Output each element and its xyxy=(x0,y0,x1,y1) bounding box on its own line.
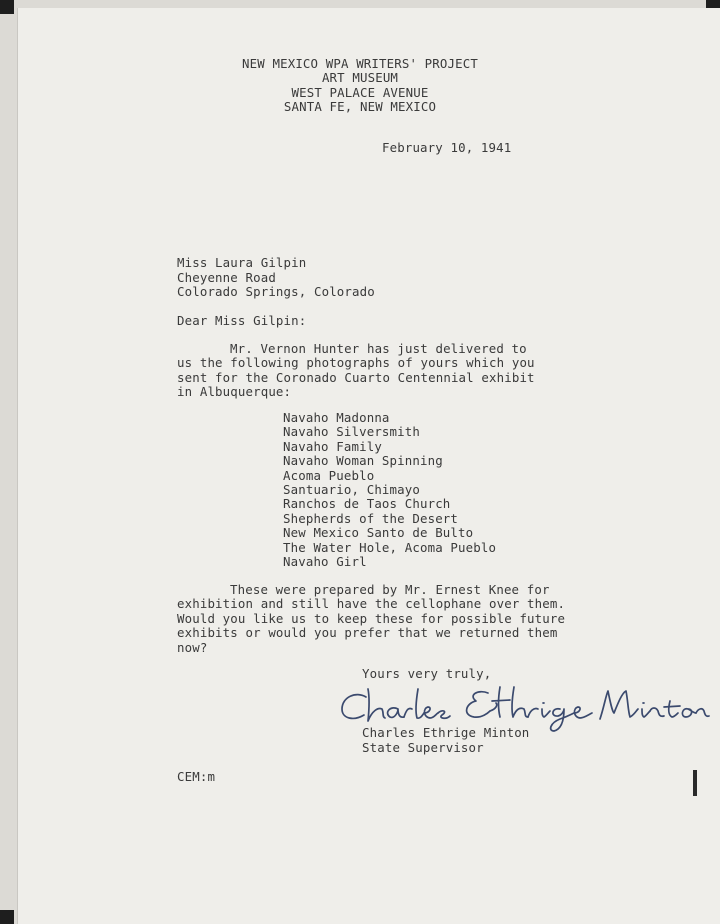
recipient-city: Colorado Springs, Colorado xyxy=(177,284,375,299)
body-2-line-2: exhibition and still have the cellophane over them. xyxy=(177,596,566,611)
scan-corner-top-left xyxy=(0,0,14,14)
signer-title: State Supervisor xyxy=(362,740,484,755)
typist-initials: CEM:m xyxy=(177,769,216,784)
signer-name: Charles Ethrige Minton xyxy=(362,725,530,740)
photo-list-item: Shepherds of the Desert xyxy=(283,511,459,526)
salutation: Dear Miss Gilpin: xyxy=(177,313,307,328)
body-1-line-3: sent for the Coronado Cuarto Centennial exhibit xyxy=(177,370,535,385)
scan-edge-mark xyxy=(693,770,697,796)
letter-date: February 10, 1941 xyxy=(382,140,512,155)
body-1-line-2: us the following photographs of yours which you xyxy=(177,355,535,370)
photo-list-item: Ranchos de Taos Church xyxy=(283,496,451,511)
photo-list-item: Navaho Girl xyxy=(283,554,367,569)
photo-list-item: Navaho Woman Spinning xyxy=(283,453,443,468)
photo-list-item: Navaho Silversmith xyxy=(283,424,420,439)
closing: Yours very truly, xyxy=(362,666,492,681)
letterhead-line-4: SANTA FE, NEW MEXICO xyxy=(283,99,437,114)
photo-list-item: Navaho Family xyxy=(283,439,382,454)
photo-list-item: New Mexico Santo de Bulto xyxy=(283,525,474,540)
body-1-line-1: Mr. Vernon Hunter has just delivered to xyxy=(230,341,527,356)
photo-list-item: Navaho Madonna xyxy=(283,410,390,425)
letterhead-line-2: ART MUSEUM xyxy=(321,70,399,85)
photo-list-item: Santuario, Chimayo xyxy=(283,482,420,497)
recipient-name: Miss Laura Gilpin xyxy=(177,255,307,270)
body-2-line-5: now? xyxy=(177,640,208,655)
body-1-line-4: in Albuquerque: xyxy=(177,384,292,399)
scan-corner-bottom-left xyxy=(0,910,14,924)
body-2-line-1: These were prepared by Mr. Ernest Knee for xyxy=(230,582,550,597)
body-2-line-3: Would you like us to keep these for possible future xyxy=(177,611,566,626)
letterhead-line-1: NEW MEXICO WPA WRITERS' PROJECT xyxy=(242,56,478,71)
letterhead-line-3: WEST PALACE AVENUE xyxy=(291,85,429,100)
photo-list-item: Acoma Pueblo xyxy=(283,468,375,483)
recipient-street: Cheyenne Road xyxy=(177,270,276,285)
body-2-line-4: exhibits or would you prefer that we returned them xyxy=(177,625,558,640)
photo-list-item: The Water Hole, Acoma Pueblo xyxy=(283,540,497,555)
